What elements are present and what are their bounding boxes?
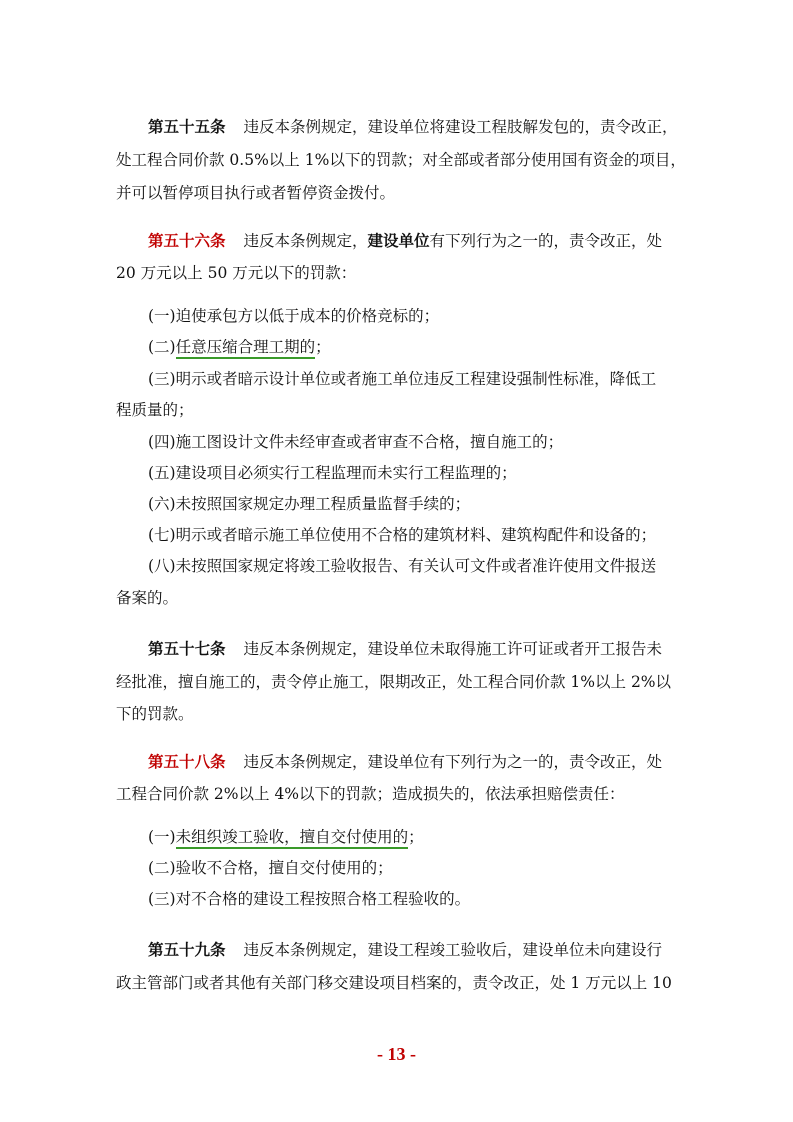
art59-line-1 — [148, 937, 686, 963]
art55-line-1 — [148, 114, 686, 140]
art56-item-2-prefix: (二) — [148, 338, 176, 356]
art55-line-2: 处工程合同价款 0.5%以上 1%以下的罚款；对全部或者部分使用国有资金的项目， — [116, 151, 686, 169]
art56-item-2-underlined: 任意压缩合理工期的 — [176, 338, 316, 359]
art57-line-2: 经批准，擅自施工的，责令停止施工，限期改正，处工程合同价款 1%以上 2%以 — [116, 673, 672, 691]
art56-item-3: (三)明示或者暗示设计单位或者施工单位违反工程建设强制性标准，降低工 — [148, 370, 657, 388]
art56-line-1 — [148, 228, 686, 254]
art59-line-2: 政主管部门或者其他有关部门移交建设项目档案的，责令改正，处 1 万元以上 10 — [116, 974, 672, 992]
art58-item-1 — [148, 824, 686, 850]
art57-line-3: 下的罚款。 — [116, 705, 194, 723]
art56-item-4: (四)施工图设计文件未经审查或者审查不合格，擅自施工的； — [148, 433, 564, 451]
art56-item-3-cont: 程质量的； — [116, 401, 194, 419]
art58-text-1: 违反本条例规定，建设单位有下列行为之一的，责令改正，处 — [243, 753, 663, 771]
art58-item-1-prefix: (一) — [148, 828, 176, 846]
art56-item-6: (六)未按照国家规定办理工程质量监督手续的； — [148, 495, 471, 513]
art56-item-2-suffix: ； — [315, 338, 331, 356]
art56-item-2 — [148, 334, 686, 360]
art58-line-1 — [148, 749, 686, 775]
art55-line-3: 并可以暂停项目执行或者暂停资金拨付。 — [116, 184, 396, 202]
art56-item-5: (五)建设项目必须实行工程监理而未实行工程监理的； — [148, 464, 517, 482]
art56-text-1b: 建设单位 — [367, 231, 430, 250]
page-number: - 13 - — [377, 1044, 416, 1064]
art58-line-2: 工程合同价款 2%以上 4%以下的罚款；造成损失的，依法承担赔偿责任： — [116, 785, 625, 803]
art57-line-1 — [148, 636, 686, 662]
art56-text-1a: 违反本条例规定， — [243, 232, 368, 250]
art57-title: 第五十七条 — [148, 639, 226, 658]
art55-title: 第五十五条 — [148, 117, 226, 136]
art56-item-7: (七)明示或者暗示施工单位使用不合格的建筑材料、建筑构配件和设备的； — [148, 526, 657, 544]
art56-item-8: (八)未按照国家规定将竣工验收报告、有关认可文件或者准许使用文件报送 — [148, 557, 657, 575]
art56-title: 第五十六条 — [148, 231, 226, 250]
art55-text-1: 违反本条例规定，建设单位将建设工程肢解发包的，责令改正， — [243, 118, 678, 136]
art56-line-2: 20 万元以上 50 万元以下的罚款： — [116, 264, 357, 282]
art58-item-1-underlined: 未组织竣工验收，擅自交付使用的 — [176, 828, 409, 849]
art58-item-2: (二)验收不合格，擅自交付使用的； — [148, 859, 393, 877]
art58-item-1-suffix: ； — [408, 828, 424, 846]
art58-item-3: (三)对不合格的建设工程按照合格工程验收的。 — [148, 890, 471, 908]
art59-text-1: 违反本条例规定，建设工程竣工验收后，建设单位未向建设行 — [243, 941, 663, 959]
art56-item-8-cont: 备案的。 — [116, 589, 179, 607]
art56-text-1c: 有下列行为之一的，责令改正，处 — [429, 232, 663, 250]
art56-item-1: (一)迫使承包方以低于成本的价格竞标的； — [148, 307, 440, 325]
art59-title: 第五十九条 — [148, 940, 226, 959]
art57-text-1: 违反本条例规定，建设单位未取得施工许可证或者开工报告未 — [243, 640, 663, 658]
art58-title: 第五十八条 — [148, 752, 226, 771]
